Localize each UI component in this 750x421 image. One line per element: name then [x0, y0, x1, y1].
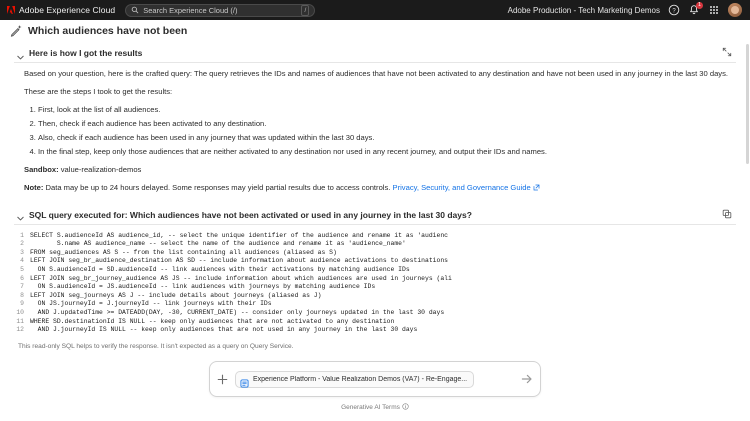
sql-line: [14, 232, 736, 241]
sql-line: [14, 249, 736, 258]
sql-actions: [722, 209, 734, 221]
user-avatar[interactable]: [728, 3, 742, 17]
explanation-header[interactable]: [14, 44, 736, 63]
line-number: 9: [20, 300, 24, 308]
add-attachment-icon[interactable]: [216, 373, 229, 386]
sql-line: [14, 240, 736, 249]
line-code: LEFT JOIN seg_br_journey_audience AS JS -- include information about which audiences are used in journeys (ali: [30, 274, 452, 282]
generative-ai-terms-link[interactable]: Generative AI Terms: [341, 404, 400, 411]
data-delay-note: [24, 182, 732, 194]
sql-panel: [14, 206, 736, 367]
line-code: ON S.audienceId = SD.audienceId -- link audiences with their activations by matching audience IDs: [30, 266, 410, 273]
line-number: 3: [20, 248, 24, 256]
note-text: Data may be up to 24 hours delayed. Some responses may yield partial results due to access controls.: [45, 182, 391, 192]
sql-heading: SQL query executed for: Which audiences have not been activated or used in any journey in the last 30 days?: [29, 209, 472, 220]
sql-line: [14, 283, 736, 292]
topbar-right-cluster: [508, 3, 744, 17]
sandbox-icon: [240, 375, 249, 384]
line-number: 6: [20, 274, 24, 282]
organization-label[interactable]: Adobe Production - Tech Marketing Demos: [507, 5, 660, 15]
main-content-scroll[interactable]: [0, 42, 750, 402]
line-code: FROM seg_audiences AS S -- from the list containing all audiences (aliased as S): [30, 248, 337, 256]
top-navigation-bar: [0, 0, 750, 20]
explanation-body: [14, 63, 736, 194]
copy-icon[interactable]: [722, 209, 734, 221]
line-number: 1: [20, 231, 24, 239]
search-icon: [131, 6, 139, 14]
list-item: 1. First, look at the list of all audiences.: [38, 104, 732, 116]
sql-line: [14, 309, 736, 318]
sql-code-block[interactable]: [14, 229, 736, 337]
notifications-icon[interactable]: [688, 4, 700, 16]
notification-count-badge: 1: [697, 2, 702, 8]
sql-disclaimer: This read-only SQL helps to verify the response. It isn't expected as a query on Query Service.: [18, 342, 294, 350]
composer-area: [0, 359, 750, 421]
list-item: 3. Also, check if each audience has been used in any journey that was updated within the last 30 days.: [38, 132, 732, 144]
expand-panel-icon[interactable]: [722, 47, 734, 59]
sandbox-chip-label: Experience Platform - Value Realization Demos (VA7) - Re-Engage...: [253, 375, 468, 383]
send-icon[interactable]: [520, 372, 534, 386]
line-code: LEFT JOIN seg_journeys AS J -- include details about journeys (aliased as J): [30, 291, 322, 299]
line-number: 2: [20, 240, 24, 248]
svg-text:?: ?: [672, 8, 676, 15]
explanation-intro: Based on your question, here is the crafted query: The query retrieves the IDs and names of audiences that have not been activated to any destination and have not been used in any journey in the last 30 days.: [24, 69, 729, 78]
explanation-steps-intro: These are the steps I took to get the results:: [24, 86, 173, 96]
line-number: 12: [16, 326, 24, 334]
explanation-step-list: [24, 104, 732, 159]
sandbox-value: value-realization-demos: [60, 165, 142, 175]
line-number: 10: [16, 308, 24, 316]
explanation-actions: [722, 47, 734, 59]
line-code: WHERE SD.destinationId IS NULL -- keep only audiences that are not activated to any destination: [30, 317, 395, 325]
list-item: 4. In the final step, keep only those audiences that are neither activated to any destination nor used in any recent journey, and output their IDs and names.: [38, 146, 732, 158]
sandbox-label: Sandbox:: [24, 165, 59, 175]
prompt-composer[interactable]: [209, 361, 541, 397]
search-input[interactable]: [125, 4, 315, 17]
explanation-panel: [14, 44, 736, 194]
line-code: S.name AS audience_name -- select the name of the audience and rename it as 'audience_name': [30, 240, 406, 248]
help-icon[interactable]: [668, 4, 680, 16]
sql-line: [14, 266, 736, 275]
chevron-down-icon[interactable]: [16, 210, 25, 219]
privacy-governance-link[interactable]: Privacy, Security, and Governance Guide: [392, 182, 531, 192]
sandbox-context-chip[interactable]: [235, 371, 474, 388]
note-label: Note:: [24, 182, 44, 192]
ai-assistant-icon: [10, 24, 23, 37]
sql-line: [14, 257, 736, 266]
list-item: 2. Then, check if each audience has been activated to any destination.: [38, 118, 732, 130]
line-code: ON S.audienceId = JS.audienceId -- link audiences with journeys by matching audience IDs: [30, 283, 376, 291]
line-number: 11: [16, 317, 24, 325]
vertical-scrollbar[interactable]: [746, 44, 749, 164]
sql-line: [14, 326, 736, 335]
sandbox-row: [24, 164, 732, 176]
line-code: ON JS.journeyId = J.journeyId -- link journeys with their IDs: [30, 300, 272, 308]
line-code: AND J.updatedTime >= DATEADD(DAY, -30, CURRENT_DATE) -- consider only journeys updated in the last 30 days: [30, 308, 445, 316]
line-code: LEFT JOIN seg_br_audience_destination AS SD -- include information about audience activations to destinations: [30, 257, 449, 265]
sql-line: [14, 292, 736, 301]
brand-name[interactable]: Adobe Experience Cloud: [19, 5, 116, 15]
page-title: Which audiences have not been: [28, 24, 188, 37]
line-number: 5: [20, 266, 24, 273]
external-link-icon[interactable]: [533, 183, 540, 190]
page-title-row: [0, 20, 750, 42]
line-code: AND J.journeyId IS NULL -- keep only audiences that are not used in any journey in the last 30 days: [30, 326, 418, 334]
sql-line: [14, 275, 736, 284]
line-number: 4: [20, 257, 24, 265]
sql-header[interactable]: [14, 206, 736, 225]
explanation-heading: Here is how I got the results: [29, 48, 143, 58]
info-icon[interactable]: [402, 403, 409, 410]
line-code: SELECT S.audienceId AS audience_id, -- select the unique identifier of the audience and rename it as 'audienc: [30, 231, 449, 239]
sql-line: [14, 300, 736, 309]
sql-line: [14, 318, 736, 327]
line-number: 8: [20, 291, 24, 299]
search-placeholder: Search Experience Cloud (/): [143, 5, 238, 15]
search-shortcut-kbd: /: [301, 5, 309, 16]
line-number: 7: [20, 283, 24, 291]
chevron-down-icon[interactable]: [16, 49, 25, 58]
app-switcher-icon[interactable]: [708, 4, 720, 16]
generative-ai-terms-row: [0, 403, 750, 411]
adobe-logo-icon[interactable]: [6, 5, 16, 15]
